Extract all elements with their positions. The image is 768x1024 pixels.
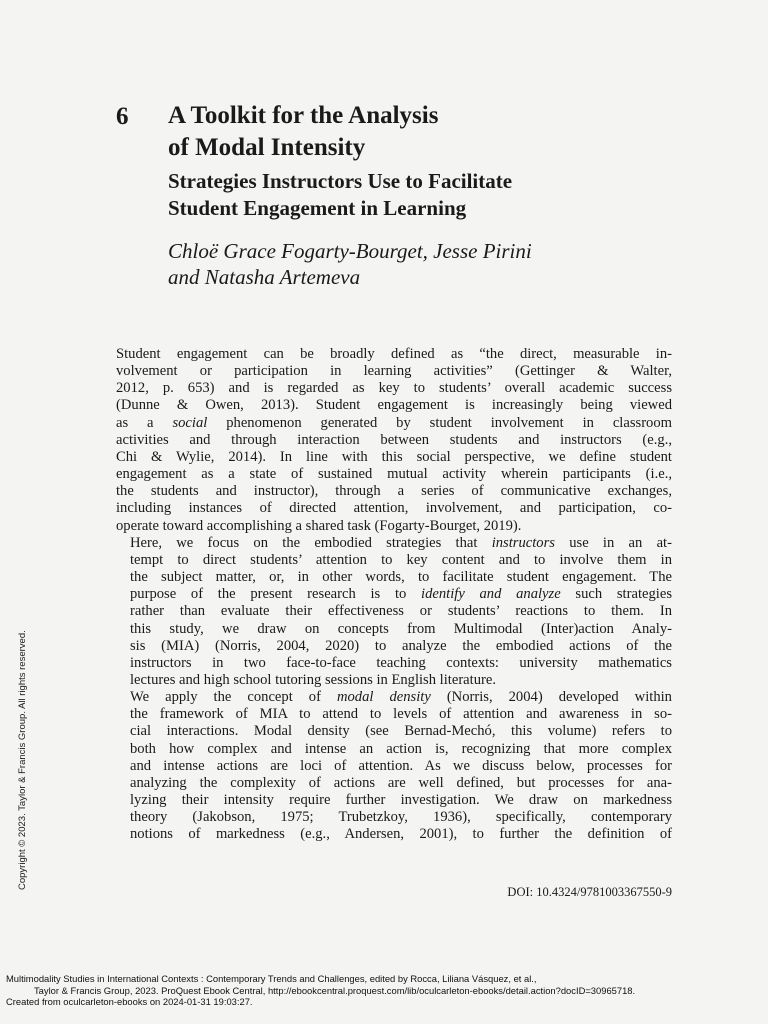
- text-line: Student engagement can be broadly defined as “the direct, measurable in-: [116, 346, 672, 362]
- text-line: both how complex and intense an action is, recognizing that more complex: [130, 740, 672, 757]
- side-copyright-notice: Copyright © 2023. Taylor & Francis Group. All rights reserved.: [17, 630, 28, 890]
- text-run: (Norris, 2004) developed within: [430, 689, 672, 706]
- author-line: Chloë Grace Fogarty-Bourget, Jesse Pirini: [168, 239, 532, 263]
- chapter-title-line: A Toolkit for the Analysis: [168, 102, 439, 129]
- footer-line: Taylor & Francis Group, 2023. ProQuest Ebook Central, http://ebookcentral.proquest.com/lib/oculcarleton-ebooks/detail.action?docID=30965718.: [34, 984, 636, 996]
- text-line: sis (MIA) (Norris, 2004, 2020) to analyze the embodied actions of the: [130, 637, 672, 654]
- text-line: [116, 586, 672, 603]
- text-line: the students and instructor), through a series of communicative exchanges,: [116, 483, 672, 500]
- emphasis-social: social: [172, 414, 208, 431]
- text-line: tempt to direct students’ attention to key content and to involve them in: [130, 551, 672, 568]
- text-line: the framework of MIA to attend to levels of attention and awareness in so-: [130, 706, 672, 723]
- text-run: We apply the concept of: [130, 689, 337, 706]
- text-line: analyzing the complexity of actions are well defined, but processes for ana-: [130, 774, 672, 791]
- text-line: rather than evaluate their effectiveness or students’ reactions to them. In: [130, 603, 672, 620]
- text-line: this study, we draw on concepts from Multimodal (Inter)action Analy-: [130, 620, 672, 637]
- text-line: engagement as a state of sustained mutual activity wherein participants (i.e.,: [116, 466, 672, 483]
- author-line: and Natasha Artemeva: [168, 265, 361, 289]
- chapter-subtitle: [168, 168, 688, 222]
- text-line: 2012, p. 653) and is regarded as key to students’ overall academic success: [116, 380, 672, 397]
- text-line: cial interactions. Modal density (see Bernad-Mechó, this volume) refers to: [130, 723, 672, 740]
- chapter-subtitle-line: Strategies Instructors Use to Facilitate: [168, 169, 513, 193]
- text-line: [116, 689, 672, 706]
- text-line: Chi & Wylie, 2014). In line with this social perspective, we define student: [116, 448, 672, 465]
- text-line: theory (Jakobson, 1975; Trubetzkoy, 1936), specifically, contemporary: [130, 809, 672, 826]
- text-line: [116, 535, 672, 552]
- text-line: lyzing their intensity require further investigation. We draw on markedness: [130, 792, 672, 809]
- text-line: [116, 415, 672, 432]
- paragraph-2: [116, 535, 672, 689]
- chapter-subtitle-line: Student Engagement in Learning: [168, 196, 467, 220]
- paragraph-3: [116, 689, 672, 843]
- chapter-authors: [168, 238, 688, 290]
- text-run: as a: [116, 414, 173, 431]
- text-line: the subject matter, or, in other words, to facilitate student engagement. The: [130, 569, 672, 586]
- emphasis-modal-density: modal density: [336, 689, 431, 706]
- text-run: purpose of the present research is to: [130, 586, 422, 603]
- chapter-number: 6: [116, 103, 129, 130]
- chapter-title: [168, 100, 688, 164]
- text-run: use in an at-: [554, 534, 672, 551]
- text-line: (Dunne & Owen, 2013). Student engagement is increasingly being viewed: [116, 397, 672, 414]
- text-line: and intense actions are loci of attention. As we discuss below, processes for: [130, 757, 672, 774]
- text-run: such strategies: [560, 586, 672, 603]
- text-run: Here, we focus on the embodied strategies that: [130, 534, 492, 551]
- citation-footer: [6, 973, 762, 1008]
- text-line: lectures and high school tutoring sessions in English literature.: [130, 671, 496, 688]
- text-line: volvement or participation in learning activities” (Gettinger & Walter,: [116, 363, 672, 380]
- doi: DOI: 10.4324/9781003367550-9: [507, 885, 672, 899]
- paragraph-1: [116, 346, 672, 535]
- text-line: activities and through interaction between students and instructors (e.g.,: [116, 431, 672, 448]
- chapter-title-line: of Modal Intensity: [168, 134, 366, 161]
- text-line: notions of markedness (e.g., Andersen, 2001), to further the definition of: [130, 826, 672, 843]
- emphasis-instructors: instructors: [491, 534, 555, 551]
- footer-line: Created from oculcarleton-ebooks on 2024-01-31 19:03:27.: [6, 996, 253, 1007]
- emphasis-identify: identify and analyze: [421, 586, 561, 603]
- text-line: instructors in two face-to-face teaching contexts: university mathematics: [130, 654, 672, 671]
- text-line: operate toward accomplishing a shared task (Fogarty-Bourget, 2019).: [116, 517, 522, 534]
- footer-line: Multimodality Studies in International Contexts : Contemporary Trends and Challenges, edited by Rocca, Liliana Vásquez, et al.,: [6, 973, 537, 984]
- text-line: including instances of directed attention, involvement, and participation, co-: [116, 500, 672, 517]
- body-text: [116, 346, 672, 844]
- text-run: phenomenon generated by student involvement in classroom: [207, 414, 672, 431]
